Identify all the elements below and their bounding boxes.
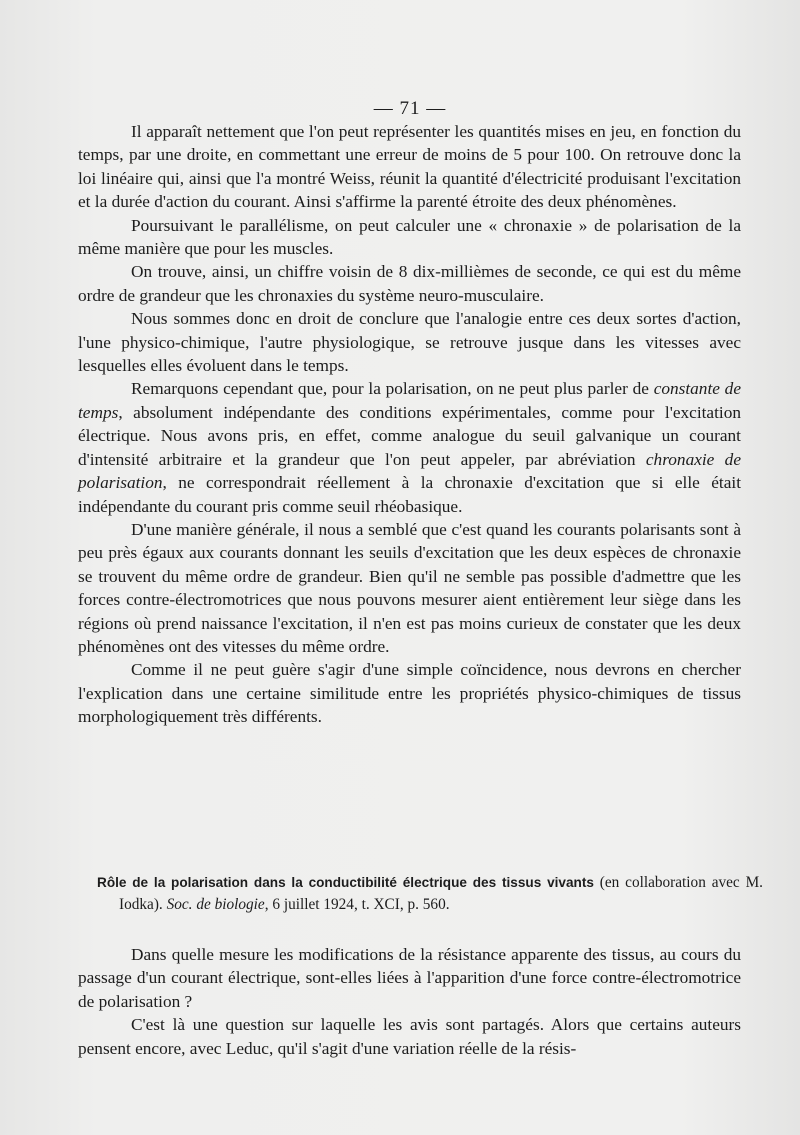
journal-name: Soc. de biologie [166,896,265,913]
paragraph: Poursuivant le parallélisme, on peut calculer une « chronaxie » de polarisation de la même manière que pour les muscles. [78,215,741,259]
italic-term: chronaxie de polarisation [78,449,741,493]
paragraph: Remarquons cependant que, pour la polarisation, on ne peut plus parler de constante de temps, absolument indépendante des conditions expérimentales, comme pour l'excitation électrique. Nous avons pris, en effet, comme analogue du seuil galvanique un courant d'intensité arbitraire et la grandeur que l'on peut appeler, par abréviation chronaxie de polarisation, ne correspondrait réellement à la chronaxie d'excitation que si elle était indépendante du courant pris comme seuil rhéobasique. [78,379,741,516]
second-text-block [78,943,741,1060]
paragraph: Dans quelle mesure les modifications de la résistance apparente des tissus, au cours du passage d'un courant électrique, sont-elles liées à l'apparition d'une force contre-électromotrice de polarisation ? [78,945,741,1011]
section-heading: Rôle de la polarisation dans la conductibilité électrique des tissus vivants (en collaboration avec M. Iodka). Soc. de biologie, 6 juillet 1924, t. XCI, p. 560. [97,874,763,913]
paragraph: Comme il ne peut guère s'agir d'une simple coïncidence, nous devrons en chercher l'explication dans une certaine similitude entre les propriétés physico-chimiques de tissus morphologiquement très différents. [78,660,741,727]
heading-title: Rôle de la polarisation dans la conductibilité électrique des tissus vivants [97,875,594,890]
paragraph: Il apparaît nettement que l'on peut représenter les quantités mises en jeu, en fonction du temps, par une droite, en commettant une erreur de moins de 5 pour 100. On retrouve donc la loi linéaire qui, ainsi que l'a montré Weiss, réunit la quantité d'électricité produisant l'excitation et la durée d'action du courant. Ainsi s'affirme la parenté étroite des deux phénomènes. [78,122,741,212]
paragraph: D'une manière générale, il nous a semblé que c'est quand les courants polarisants sont à peu près égaux aux courants donnant les seuils d'excitation que les deux espèces de chronaxie se trouvent du même ordre de grandeur. Bien qu'il ne semble pas possible d'admettre que les forces contre-électromotrices que nous pouvons mesurer aient entièrement leur siège dans les régions où prend naissance l'excitation, il n'en est pas moins curieux de constater que les deux phénomènes ont des vitesses du même ordre. [78,519,741,656]
main-text-block [78,120,741,729]
italic-term: constante de temps [78,379,741,422]
paragraph: On trouve, ainsi, un chiffre voisin de 8 dix-millièmes de seconde, ce qui est du même ordre de grandeur que les chronaxies du système neuro-musculaire. [78,262,741,305]
paragraph: Nous sommes donc en droit de conclure que l'analogie entre ces deux sortes d'action, l'une physico-chimique, l'autre physiologique, se retrouve jusque dans les vitesses avec lesquelles elles évoluent dans le temps. [78,309,741,376]
paragraph: C'est là une question sur laquelle les avis sont partagés. Alors que certains auteurs pensent encore, avec Leduc, qu'il s'agit d'une variation réelle de la résis- [78,1015,741,1058]
page-number: — 71 — [373,98,447,119]
